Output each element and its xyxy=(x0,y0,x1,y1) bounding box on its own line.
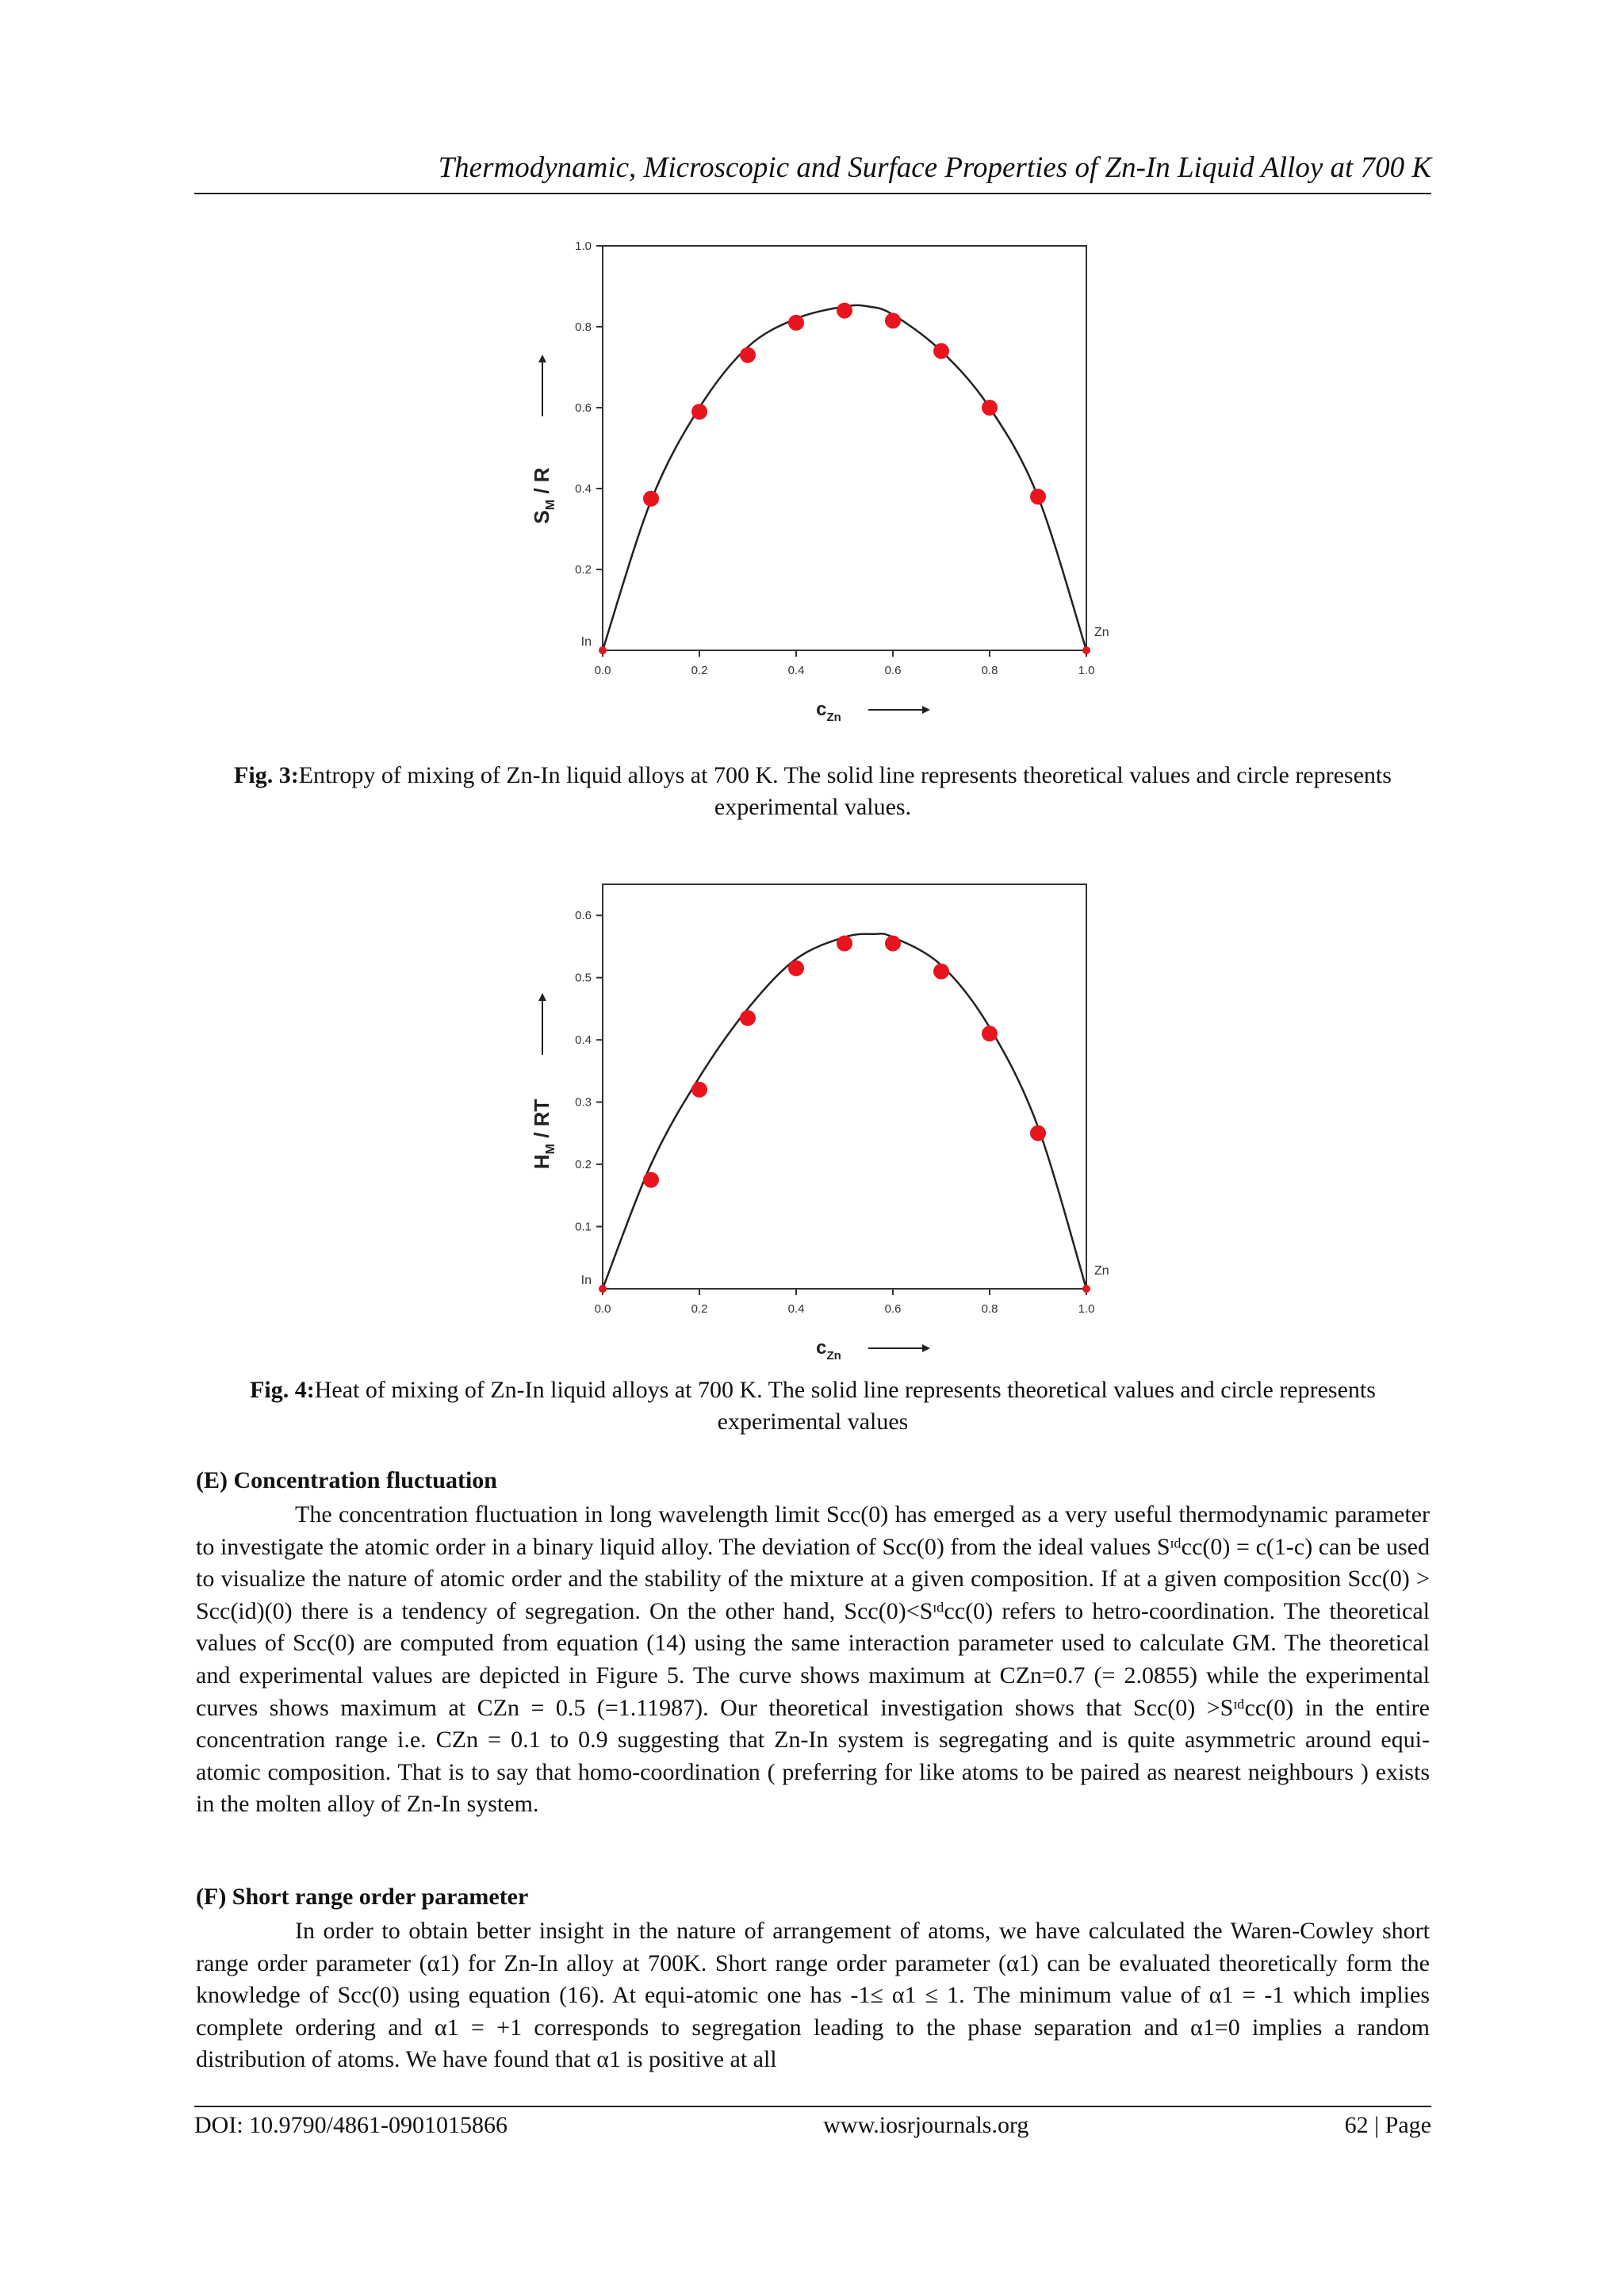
y-tick-label: 0.2 xyxy=(575,563,592,577)
experimental-point xyxy=(740,1010,756,1026)
endpoint-in xyxy=(599,646,607,654)
y-tick-label: 0.3 xyxy=(575,1095,592,1110)
section-f-body: In order to obtain better insight in the nature of arrangement of atoms, we have calculated the Waren-Cowley short range order parameter (α1) for Zn-In alloy at 700K. Short range order parameter (α1) can be evaluated theoretically form the knowledge of Scc(0) using equation (16). At equi-atomic one has -1≤ α1 ≤ 1. The minimum value of α1 = -1 which implies complete ordering and α1 = +1 corresponds to segregation leading to the phase separation and α1=0 implies a random distribution of atoms. We have found that α1 is positive at all xyxy=(196,1918,1430,2073)
fig3-caption-label: Fig. 3: xyxy=(234,762,299,788)
y-tick-label: 0.4 xyxy=(575,1033,592,1048)
experimental-point xyxy=(885,936,901,952)
x-axis-label: $c_{Zn}$ xyxy=(816,699,841,724)
x-tick-label: 0.8 xyxy=(981,664,998,677)
running-header xyxy=(194,151,1431,194)
experimental-point xyxy=(982,400,998,416)
x-axis-label-sub: Zn xyxy=(826,711,841,724)
y-tick-label: 0.6 xyxy=(575,401,592,415)
heat-chart xyxy=(515,868,1118,1376)
y-axis-label-tail: / RT xyxy=(530,1098,553,1144)
endpoint-zn xyxy=(1082,646,1090,654)
x-tick-label: 0.4 xyxy=(787,1302,805,1316)
x-tick-label: 0.6 xyxy=(884,664,902,677)
experimental-point xyxy=(1030,1125,1046,1141)
experimental-point xyxy=(837,303,852,319)
figure-4-caption xyxy=(194,1374,1431,1438)
experimental-point xyxy=(788,315,804,331)
y-axis-label-sub: M xyxy=(544,499,557,511)
entropy-chart xyxy=(515,230,1118,738)
x-axis-arrow-head xyxy=(922,1344,930,1352)
right-end-label: Zn xyxy=(1094,626,1109,639)
fig4-caption-label: Fig. 4: xyxy=(250,1377,315,1403)
figure-3-caption xyxy=(194,760,1431,823)
y-axis-label: $H_M$ / RT xyxy=(530,1098,557,1170)
right-end-label: Zn xyxy=(1094,1264,1109,1278)
section-f-title: (F) Short range order parameter xyxy=(196,1884,529,1910)
y-axis-label-group xyxy=(530,355,557,524)
theoretical-curve xyxy=(603,933,1086,1289)
experimental-point xyxy=(643,491,659,507)
x-tick-label: 0.6 xyxy=(884,1302,902,1316)
y-axis-arrow-head xyxy=(538,993,546,1001)
experimental-point xyxy=(837,936,852,952)
experimental-point xyxy=(788,960,804,976)
endpoint-in xyxy=(599,1285,607,1293)
x-tick-label: 1.0 xyxy=(1078,664,1095,677)
footer-page: 62 | Page xyxy=(1344,2112,1431,2138)
left-end-label: In xyxy=(580,635,592,649)
left-end-label: In xyxy=(580,1274,592,1287)
experimental-point xyxy=(982,1025,998,1041)
x-tick-label: 0.2 xyxy=(691,1302,708,1316)
y-axis-label-sub: M xyxy=(544,1144,557,1155)
endpoint-zn xyxy=(1082,1285,1090,1293)
y-tick-label: 0.5 xyxy=(575,971,592,985)
experimental-point xyxy=(691,1082,707,1098)
figure-3 xyxy=(515,230,1118,738)
y-tick-label: 0.1 xyxy=(575,1220,592,1234)
experimental-point xyxy=(933,343,949,359)
x-axis-arrow-head xyxy=(922,706,930,714)
theoretical-curve xyxy=(603,305,1086,650)
experimental-point xyxy=(643,1172,659,1188)
figure-4 xyxy=(515,868,1118,1376)
x-tick-label: 1.0 xyxy=(1078,1302,1095,1316)
x-tick-label: 0.0 xyxy=(594,664,611,677)
section-e-body: The concentration fluctuation in long wavelength limit Scc(0) has emerged as a very useful thermodynamic parameter to investigate the atomic order in a binary liquid alloy. The deviation of Scc(0) from the ideal values Sᶦᵈcc(0) = c(1-c) can be used to visualize the nature of atomic order and the stability of the mixture at a given composition. If at a given composition Scc(0) > Scc(id)(0) there is a tendency of segregation. On the other hand, Scc(0)<Sᶦᵈcc(0) refers to hetro-coordination. The theoretical values of Scc(0) are computed from equation (14) using the same interaction parameter used to calculate GM. The theoretical and experimental values are depicted in Figure 5. The curve shows maximum at CZn=0.7 (= 2.0855) while the experimental curves shows maximum at CZn = 0.5 (=1.11987). Our theoretical investigation shows that Scc(0) >Sᶦᵈcc(0) in the entire concentration range i.e. CZn = 0.1 to 0.9 suggesting that Zn-In system is segregating and is quite asymmetric around equi- atomic composition. That is to say that homo-coordination ( preferring for like atoms to be paired as nearest neighbours ) exists in the molten alloy of Zn-In system. xyxy=(196,1501,1430,1818)
y-tick-label: 0.2 xyxy=(575,1158,592,1172)
y-tick-label: 0.8 xyxy=(575,320,592,334)
footer-doi: DOI: 10.9790/4861-0901015866 xyxy=(194,2112,508,2138)
experimental-point xyxy=(740,347,756,363)
experimental-point xyxy=(691,404,707,420)
x-tick-label: 0.4 xyxy=(787,664,805,677)
y-axis-label: $S_M$ / R xyxy=(530,467,557,524)
y-tick-label: 0.6 xyxy=(575,909,592,923)
page-footer xyxy=(194,2106,1431,2139)
x-axis-label-sub: Zn xyxy=(826,1349,841,1363)
y-axis-label-tail: / R xyxy=(530,467,553,500)
fig3-caption-text: Entropy of mixing of Zn-In liquid alloys at 700 K. The solid line represents theoretical values and circle represents experimental values. xyxy=(298,762,1392,820)
y-axis-arrow-head xyxy=(538,355,546,362)
fig4-caption-text: Heat of mixing of Zn-In liquid alloys at 700 K. The solid line represents theoretical values and circle represents experimental values xyxy=(314,1377,1376,1435)
y-tick-label: 0.4 xyxy=(575,482,592,496)
x-axis-label: $c_{Zn}$ xyxy=(816,1337,841,1363)
x-tick-label: 0.8 xyxy=(981,1302,998,1316)
experimental-point xyxy=(885,312,901,328)
y-axis-label-group xyxy=(530,993,557,1169)
x-tick-label: 0.0 xyxy=(594,1302,611,1316)
section-e-title: (E) Concentration fluctuation xyxy=(196,1467,497,1493)
running-title: Thermodynamic, Microscopic and Surface Properties of Zn-In Liquid Alloy at 700 K xyxy=(438,151,1431,184)
experimental-point xyxy=(1030,489,1046,504)
experimental-point xyxy=(933,964,949,979)
y-tick-label: 1.0 xyxy=(575,240,592,253)
footer-site: www.iosrjournals.org xyxy=(823,2112,1029,2138)
x-tick-label: 0.2 xyxy=(691,664,708,677)
